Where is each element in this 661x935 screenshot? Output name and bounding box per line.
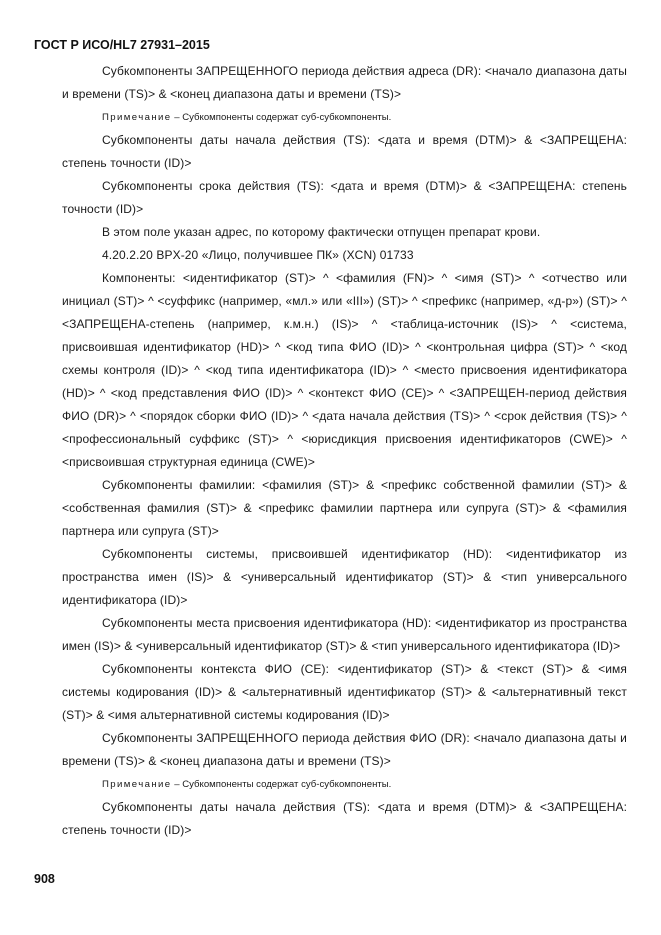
- paragraph: Компоненты: <идентификатор (ST)> ^ <фамилия (FN)> ^ <имя (ST)> ^ <отчество или инициал (ST)> ^ <суффикс (например, «мл.» или «III») (ST)> ^ <префикс (например, «д-р») (ST)> ^ <ЗАПРЕЩЕНА-степень (например, к.м.н.) (IS)> ^ <таблица-источник (IS)> ^ <система, присвоившая идентификатор (HD)> ^ <код типа ФИО (ID)> ^ <контрольная цифра (ST)> ^ <код схемы контроля (ID)> ^ <код типа идентификатора (ID)> ^ <место присвоения идентификатора (HD)> ^ <код представления ФИО (ID)> ^ <контекст ФИО (CE)> ^ <ЗАПРЕЩЕН-период действия ФИО (DR)> ^ <порядок сборки ФИО (ID)> ^ <дата начала действия (TS)> ^ <срок действия (TS)> ^ <профессиональный суффикс (ST)> ^ <юрисдикция присвоения идентификаторов (CWE)> ^ <присвоившая структурная единица (CWE)>: [62, 271, 627, 469]
- paragraph: Субкомпоненты места присвоения идентификатора (HD): <идентификатор из пространства имен (IS)> & <универсальный идентификатор (ST)> & <тип универсального идентификатора (ID)>: [62, 616, 627, 653]
- note-label: Примечание: [102, 779, 172, 790]
- note-label: Примечание: [102, 112, 172, 123]
- note-text: – Субкомпоненты содержат суб-субкомпоненты.: [171, 112, 392, 123]
- paragraph: Субкомпоненты системы, присвоившей идентификатор (HD): <идентификатор из пространства имен (IS)> & <универсальный идентификатор (ST)> & <тип универсального идентификатора (ID)>: [62, 547, 627, 607]
- paragraph: Субкомпоненты срока действия (TS): <дата и время (DTM)> & <ЗАПРЕЩЕНА: степень точности (ID)>: [62, 179, 627, 216]
- section-heading: 4.20.2.20 BPX-20 «Лицо, получившее ПК» (XCN) 01733: [102, 248, 414, 262]
- document-body: [62, 60, 627, 842]
- paragraph: Субкомпоненты фамилии: <фамилия (ST)> & <префикс собственной фамилии (ST)> & <собственная фамилия (ST)> & <префикс фамилии партнера или супруга (ST)> & <фамилия партнера или супруга (ST)>: [62, 478, 627, 538]
- paragraph: В этом поле указан адрес, по которому фактически отпущен препарат крови.: [102, 225, 541, 239]
- paragraph: Субкомпоненты ЗАПРЕЩЕННОГО периода действия адреса (DR): <начало диапазона даты и времени (TS)> & <конец диапазона даты и времени (TS)>: [62, 64, 627, 101]
- note: [62, 773, 627, 796]
- note: [62, 106, 627, 129]
- paragraph: Субкомпоненты контекста ФИО (CE): <идентификатор (ST)> & <текст (ST)> & <имя системы кодирования (ID)> & <альтернативный идентификатор (ST)> & <альтернативный текст (ST)> & <имя альтернативной системы кодирования (ID)>: [62, 662, 627, 722]
- page-number: 908: [34, 872, 55, 886]
- note-text: – Субкомпоненты содержат суб-субкомпоненты.: [171, 779, 392, 790]
- paragraph: Субкомпоненты даты начала действия (TS): <дата и время (DTM)> & <ЗАПРЕЩЕНА: степень точности (ID)>: [62, 800, 627, 837]
- paragraph: Субкомпоненты ЗАПРЕЩЕННОГО периода действия ФИО (DR): <начало диапазона даты и времени (TS)> & <конец диапазона даты и времени (TS)>: [62, 731, 627, 768]
- document-header-title: ГОСТ Р ИСО/HL7 27931–2015: [34, 38, 210, 52]
- paragraph: Субкомпоненты даты начала действия (TS): <дата и время (DTM)> & <ЗАПРЕЩЕНА: степень точности (ID)>: [62, 133, 627, 170]
